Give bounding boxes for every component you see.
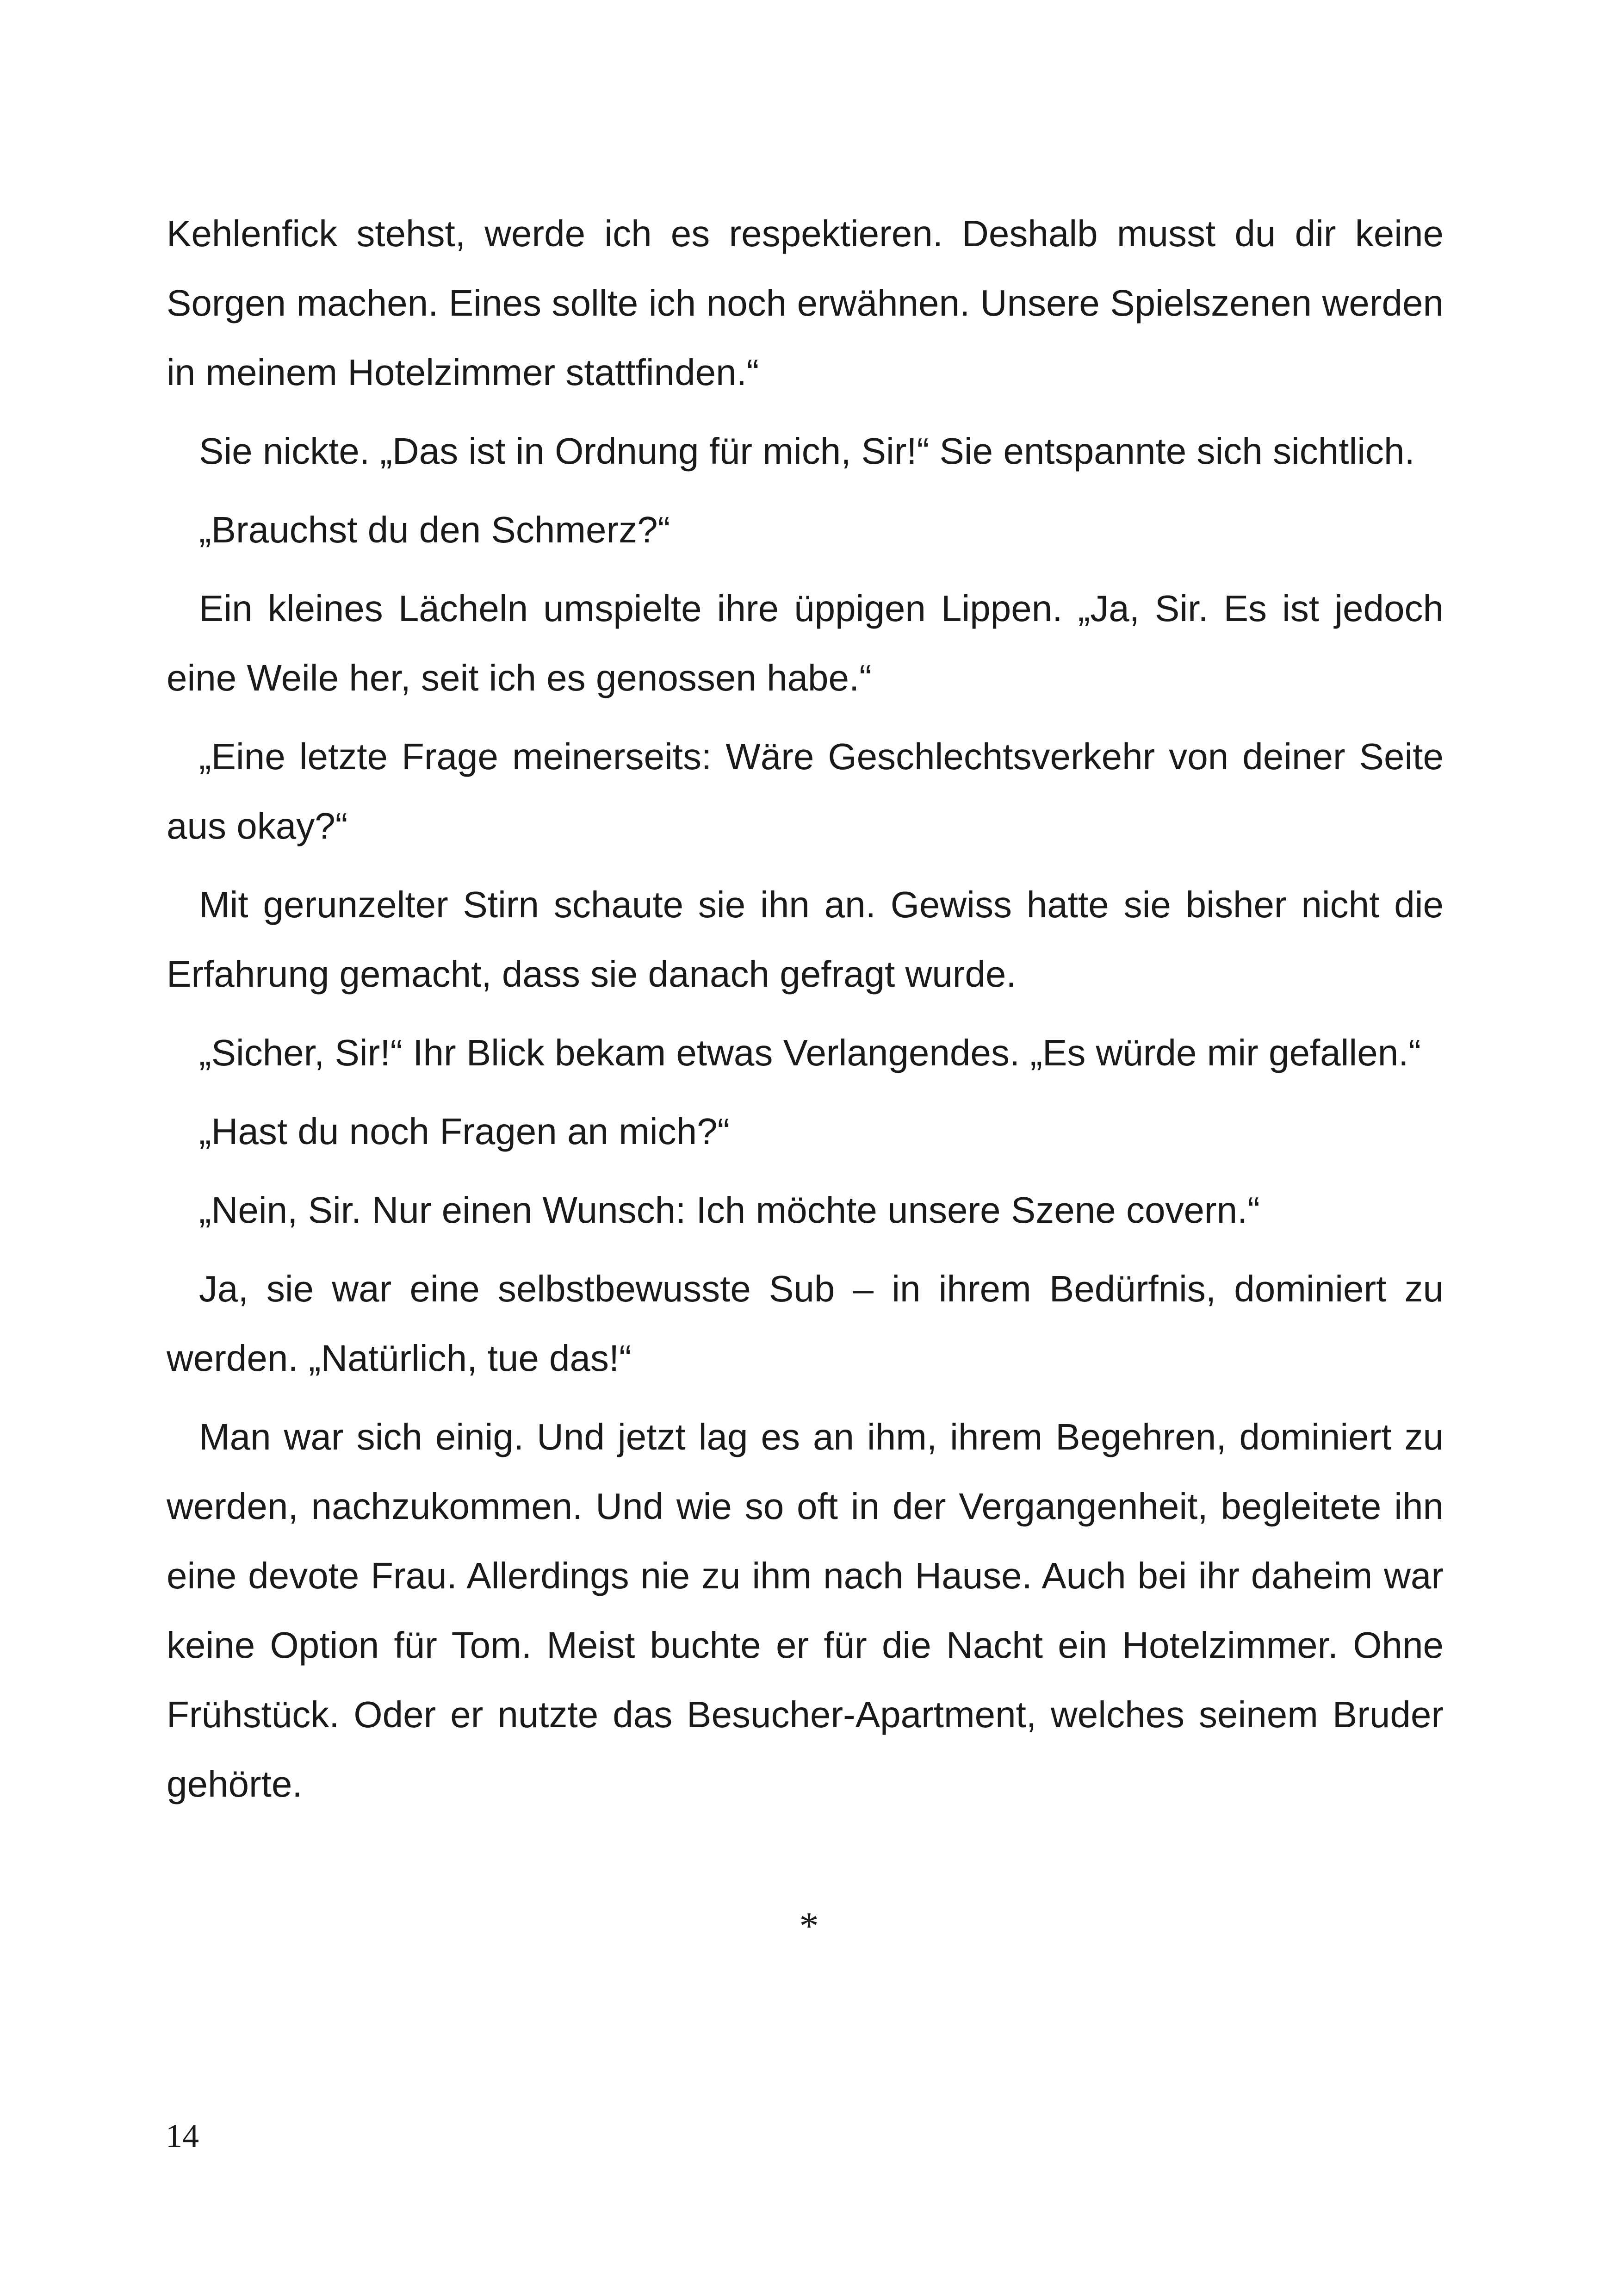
- body-text: [167, 199, 1444, 1828]
- paragraph-2: Sie nickte. „Das ist in Ordnung für mich, Sir!“ Sie entspannte sich sichtlich.: [199, 430, 1415, 472]
- paragraph-7: „Sicher, Sir!“ Ihr Blick bekam etwas Verlangendes. „Es würde mir gefallen.“: [199, 1032, 1421, 1073]
- paragraph-10: Ja, sie war eine selbstbewusste Sub – in ihrem Bedürfnis, dominiert zu werden. „Natürlich, tue das!“: [167, 1268, 1444, 1379]
- paragraph-9: „Nein, Sir. Nur einen Wunsch: Ich möchte unsere Szene covern.“: [199, 1189, 1260, 1231]
- paragraph-6: Mit gerunzelter Stirn schaute sie ihn an. Gewiss hatte sie bisher nicht die Erfahrung gemacht, dass sie danach gefragt wurde.: [167, 884, 1444, 995]
- paragraph-8: „Hast du noch Fragen an mich?“: [199, 1111, 730, 1152]
- paragraph-4: Ein kleines Lächeln umspielte ihre üppigen Lippen. „Ja, Sir. Es ist jedoch eine Weile her, seit ich es genossen habe.“: [167, 588, 1444, 698]
- page-number: 14: [166, 2117, 199, 2154]
- paragraph-1: Kehlenfick stehst, werde ich es respektieren. Deshalb musst du dir keine Sorgen machen. Eines sollte ich noch erwähnen. Unsere Spielszenen werden in meinem Hotelzimmer stattfinden.“: [167, 213, 1444, 393]
- paragraph-5: „Eine letzte Frage meinerseits: Wäre Geschlechtsverkehr von deiner Seite aus okay?“: [167, 736, 1444, 846]
- paragraph-3: „Brauchst du den Schmerz?“: [199, 509, 670, 550]
- scene-separator: *: [799, 1904, 819, 1948]
- paragraph-11: Man war sich einig. Und jetzt lag es an ihm, ihrem Begehren, dominiert zu werden, nachzukommen. Und wie so oft in der Vergangenheit, begleitete ihn eine devote Frau. Allerdings nie zu ihm nach Hause. Auch bei ihr daheim war keine Option für Tom. Meist buchte er für die Nacht ein Hotelzimmer. Ohne Frühstück. Oder er nutzte das Besucher-Apartment, welches seinem Bruder gehörte.: [167, 1416, 1444, 1804]
